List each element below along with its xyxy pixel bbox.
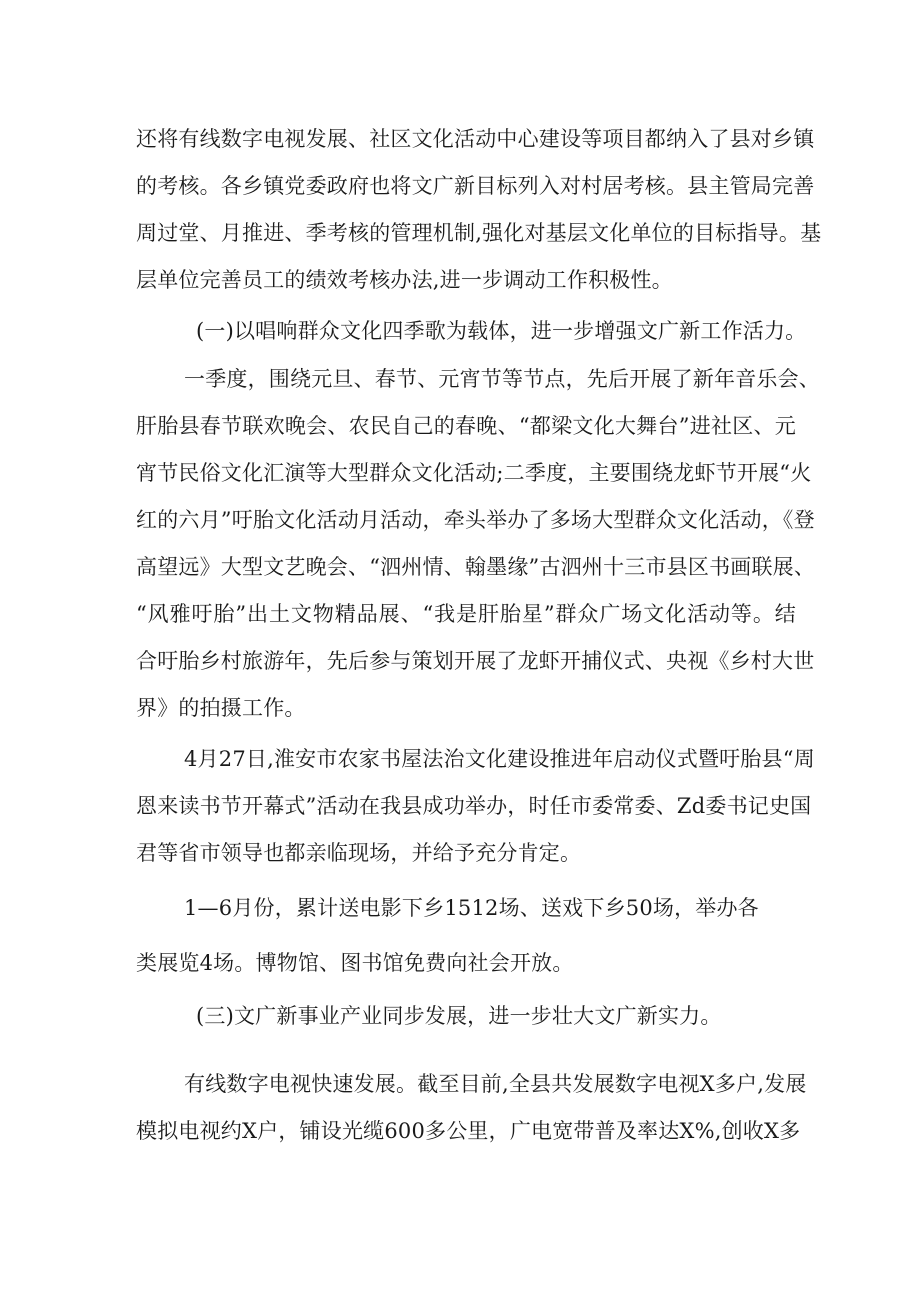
paragraph-2-line-3: 宵节民俗文化汇演等大型群众文化活动;二季度，主要围绕龙虾节开展“火 (136, 461, 812, 485)
paragraph-2-line-7: 合吁胎乡村旅游年，先后参与策划开展了龙虾开捕仪式、央视《乡村大世 (136, 649, 815, 673)
paragraph-3-line-3: 君等省市领导也都亲临现场，并给予充分肯定。 (136, 841, 582, 865)
paragraph-5-line-2: 模拟电视约X户，铺设光缆600多公里，广电宽带普及率达X%,创收X多 (136, 1119, 801, 1143)
paragraph-2-line-8: 界》的拍摄工作。 (136, 696, 306, 720)
paragraph-2-line-4: 红的六月”吁胎文化活动月活动，牵头举办了多场大型群众文化活动，《登 (136, 508, 815, 532)
section-heading-2: (三)文广新事业产业同步发展，进一步壮大文广新实力。 (196, 1004, 722, 1028)
paragraph-2-line-2: 肝胎县春节联欢晚会、农民自己的春晚、“都梁文化大舞台”进社区、元 (136, 414, 796, 438)
paragraph-5-line-1: 有线数字电视快速发展。截至目前,全县共发展数字电视X多户,发展 (184, 1072, 807, 1096)
paragraph-2-line-1: 一季度，围绕元旦、春节、元宵节等节点，先后开展了新年音乐会、 (184, 367, 820, 391)
paragraph-3-line-1: 4月27日,淮安市农家书屋法治文化建设推进年启动仪式暨吁胎县“周 (184, 747, 815, 771)
paragraph-1-line-1: 还将有线数字电视发展、社区文化活动中心建设等项目都纳入了县对乡镇 (136, 127, 815, 151)
paragraph-1-line-2: 的考核。各乡镇党委政府也将文广新目标列入对村居考核。县主管局完善 (136, 174, 815, 198)
section-heading-1: (一)以唱响群众文化四季歌为载体，进一步增强文广新工作活力。 (196, 319, 807, 343)
paragraph-2-line-6: “风雅吁胎”出土文物精品展、“我是肝胎星”群众广场文化活动等。结 (136, 602, 796, 626)
paragraph-4-line-2: 类展览4场。博物馆、图书馆免费向社会开放。 (136, 951, 574, 975)
paragraph-4-line-1: 1—6月份，累计送电影下乡1512场、送戏下乡50场，举办各 (184, 896, 759, 920)
paragraph-2-line-5: 高望远》大型文艺晚会、“泗州情、翰墨缘”古泗州十三市县区书画联展、 (136, 555, 816, 579)
paragraph-1-line-4: 层单位完善员工的绩效考核办法,进一步调动工作积极性。 (136, 268, 673, 292)
paragraph-3-line-2: 恩来读书节开幕式”活动在我县成功举办，时任市委常委、Zd委书记史国 (136, 794, 812, 818)
paragraph-1-line-3: 周过堂、月推进、季考核的管理机制,强化对基层文化单位的目标指导。基 (136, 221, 822, 245)
